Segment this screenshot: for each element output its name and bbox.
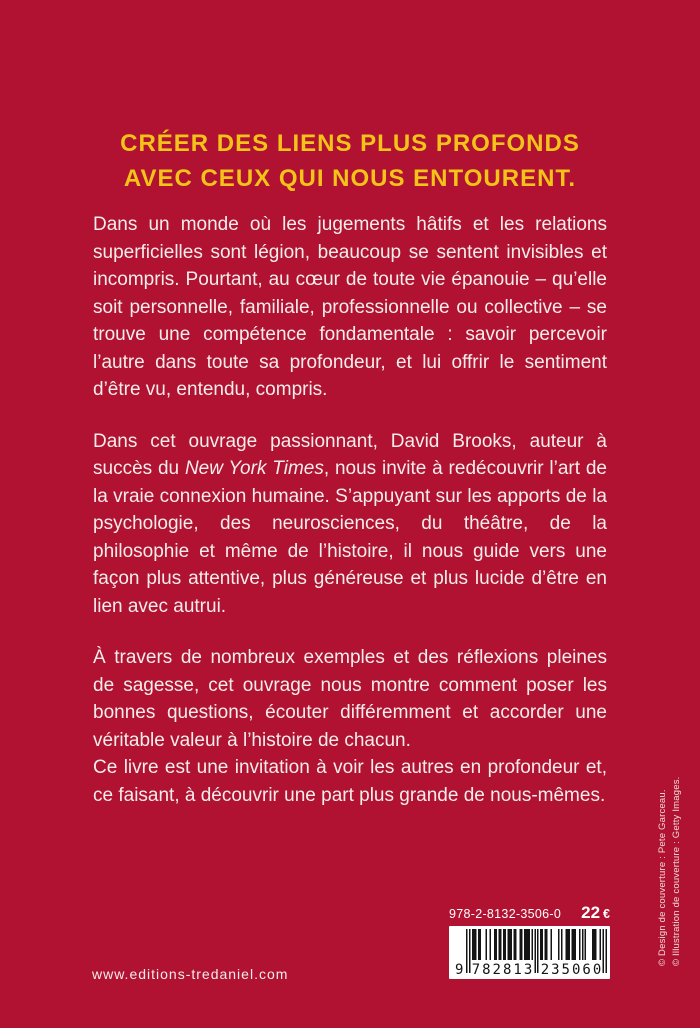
tagline-line-2: AVEC CEUX QUI NOUS ENTOURENT. — [123, 165, 577, 192]
blurb-paragraph-2 — [93, 428, 607, 621]
blurb-p2-text-cont: , nous invite à redécouvrir l’art de la vraie connexion humaine. S’appuyant sur les apports de la psychologie, des neurosciences, du théâtre, de la philosophie et même de l’histoire, il nous guide vers une façon plus attentive, plus généreuse et plus lucide d’être en lien avec autrui. — [93, 458, 608, 617]
blurb-paragraph-3: À travers de nombreux exemples et des réflexions pleines de sagesse, cet ouvrage nous montre comment poser les bonnes questions, écouter différemment et accorder une véritable valeur à l’histoire de chacun. — [93, 647, 607, 751]
publisher-website-url: www.editions-tredaniel.com — [92, 966, 289, 982]
barcode-digits — [449, 961, 610, 978]
newspaper-title: New York Times — [184, 458, 324, 479]
price — [581, 903, 610, 923]
barcode-digit-group-left: 782813 — [471, 962, 535, 978]
barcode-digit-group-right: 235060 — [540, 962, 604, 978]
cover-illustration-credit: © Illustration de couverture : Getty Images. — [671, 776, 682, 966]
barcode-digit-lead: 9 — [455, 962, 464, 978]
back-cover-blurb — [93, 211, 607, 809]
ean13-barcode — [449, 926, 610, 979]
cover-design-credit: © Design de couverture : Pete Garceau. — [657, 789, 668, 966]
isbn-price-row — [449, 903, 610, 923]
blurb-paragraph-4: Ce livre est une invitation à voir les autres en profondeur et, ce faisant, à découvrir une part plus grande de nous-mêmes. — [93, 757, 607, 806]
isbn-number: 978-2-8132-3506-0 — [449, 907, 562, 921]
price-value: 22 — [581, 903, 601, 922]
blurb-paragraph-1: Dans un monde où les jugements hâtifs et les relations superficielles sont légion, beaucoup se sentent invisibles et incompris. Pourtant, au cœur de toute vie épanouie – qu’elle soit personnelle, familiale, professionnelle ou collective – se trouve une compétence fondamentale : savoir percevoir l’autre dans toute sa profondeur, et lui offrir le sentiment d’être vu, entendu, compris. — [93, 214, 607, 400]
tagline — [0, 126, 700, 196]
blurb-p2-text: Dans cet ouvrage passionnant, David Brooks, auteur à succès du — [93, 430, 607, 479]
tagline-line-1: CRÉER DES LIENS PLUS PROFONDS — [120, 130, 580, 157]
euro-sign: € — [603, 907, 610, 921]
